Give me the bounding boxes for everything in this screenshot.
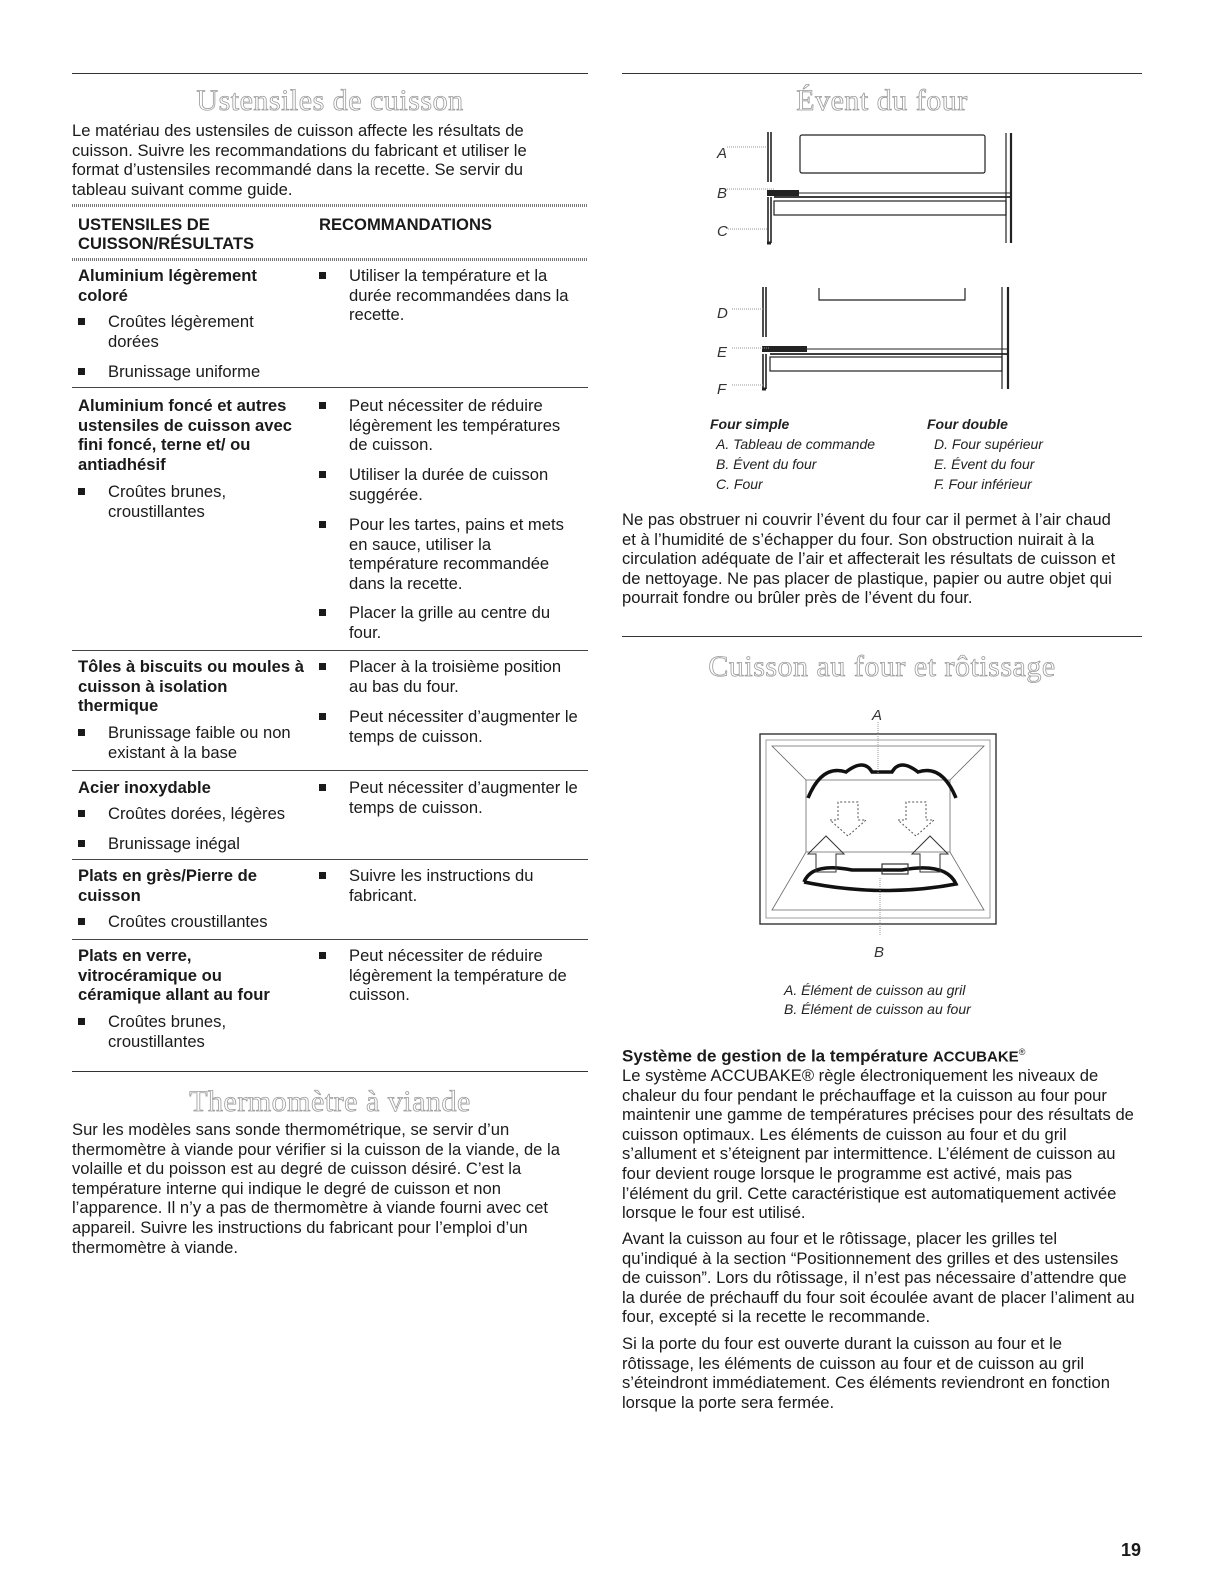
caption-double-title: Four double — [927, 416, 1008, 432]
thermometer-title: Thermomètre à viande — [189, 1085, 471, 1118]
vent-label-f: F — [717, 381, 727, 398]
result-item: Croûtes dorées, légères — [78, 804, 308, 824]
row-divider — [72, 939, 588, 940]
caption-single-a: A. Tableau de commande — [716, 436, 876, 452]
recommendation-item: Placer la grille au centre du four. — [319, 603, 579, 642]
result-item: Brunissage faible ou non existant à la base — [78, 723, 308, 762]
col2-header: RECOMMANDATIONS — [319, 215, 492, 234]
section-rule — [622, 636, 1142, 637]
row-divider — [72, 650, 588, 651]
caption-single-b: B. Évent du four — [716, 456, 817, 472]
vent-title: Évent du four — [796, 84, 968, 117]
row-divider — [72, 859, 588, 860]
row-divider — [72, 387, 588, 388]
result-item: Croûtes brunes, croustillantes — [78, 1012, 278, 1051]
single-oven-illustration — [727, 132, 1012, 243]
recommendation-item: Pour les tartes, pains et mets en sauce, utiliser la température recommandée dans la recette. — [319, 515, 579, 593]
vent-label-d: D — [717, 305, 728, 322]
recommendation-item: Peut nécessiter d’augmenter le temps de cuisson. — [319, 778, 579, 817]
recommendation-item: Utiliser la température et la durée recommandées dans la recette. — [319, 266, 569, 325]
result-item: Croûtes brunes, croustillantes — [78, 482, 278, 521]
oven-cavity-diagram — [742, 702, 1022, 962]
caption-bake-element: B. Élément de cuisson au four — [784, 1001, 971, 1017]
caption-double-d: D. Four supérieur — [934, 436, 1043, 452]
row-category: Plats en grès/Pierre de cuisson — [78, 866, 257, 905]
baking-label-b: B — [874, 944, 885, 961]
section-rule — [72, 73, 588, 74]
section-rule — [72, 1071, 588, 1072]
accubake-paragraph-3: Si la porte du four est ouverte durant la cuisson au four et le rôtissage, les éléments de cuisson au four et de cuisson au gril s’éteindront immédiatement. Ces éléments reviendront en fonction lorsque la porte sera fermée. — [622, 1334, 1110, 1412]
result-item: Croûtes légèrement dorées — [78, 312, 278, 351]
recommendation-item: Suivre les instructions du fabricant. — [319, 866, 579, 905]
row-category: Aluminium légèrement coloré — [78, 266, 257, 305]
vent-label-e: E — [717, 344, 728, 361]
result-item: Croûtes croustillantes — [78, 912, 308, 932]
row-category: Tôles à biscuits ou moules à cuisson à isolation thermique — [78, 657, 304, 716]
vent-label-b: B — [717, 185, 728, 202]
result-item: Brunissage uniforme — [78, 362, 308, 382]
row-category: Plats en verre, vitrocéramique ou céramique allant au four — [78, 946, 270, 1005]
vent-text: Ne pas obstruer ni couvrir l’évent du four car il permet à l’air chaud et à l’humidité de s’échapper du four. Son obstruction nuirait à la circulation adéquate de l’air et affecterait les résultats de cuisson et de nettoyage. Ne pas placer de plastique, papier ou autre objet qui pourrait fondre ou brûler près de l’évent du four. — [622, 510, 1116, 608]
row-category: Acier inoxydable — [78, 778, 211, 797]
caption-double-e: E. Évent du four — [934, 456, 1035, 472]
table-header-dotline — [72, 258, 588, 261]
result-item: Brunissage inégal — [78, 834, 308, 854]
vent-label-a: A — [717, 145, 728, 162]
page-number: 19 — [1120, 1540, 1141, 1560]
caption-broil-element: A. Élément de cuisson au gril — [784, 982, 966, 998]
recommendation-item: Peut nécessiter d’augmenter le temps de cuisson. — [319, 707, 579, 746]
baking-title: Cuisson au four et rôtissage — [708, 650, 1056, 683]
col1-header: USTENSILES DE CUISSON/RÉSULTATS — [78, 215, 255, 253]
accubake-paragraph-1: Le système ACCUBAKE® règle électroniquement les niveaux de chaleur du four pendant le préchauffage et la cuisson au four pour maintenir une gamme de températures précises pour des résultats de cuisson optimaux. Les éléments de cuisson au four et du gril s’allument et s’éteignent par intermittence. L’élément de cuisson au four devient rouge lorsque le programme est activé, mais pas l’élément du gril. Cette caractéristique est automatiquement activée lorsque le four est utilisé. — [622, 1066, 1134, 1223]
cookware-title: Ustensiles de cuisson — [196, 84, 464, 117]
accubake-paragraph-2: Avant la cuisson au four et le rôtissage, placer les grilles tel qu’indiqué à la section “Positionnement des grilles et des ustensiles de cuisson”. Lors du rôtissage, il n’est pas nécessaire d’attendre que la durée de préchauff du four soit écoulée avant de placer l’aliment au four, excepté si la recette le recommande. — [622, 1229, 1135, 1327]
recommendation-item: Utiliser la durée de cuisson suggérée. — [319, 465, 579, 504]
section-rule — [622, 73, 1142, 74]
vent-label-c: C — [717, 223, 728, 240]
table-top-dotline — [72, 204, 588, 207]
cookware-intro: Le matériau des ustensiles de cuisson affecte les résultats de cuisson. Suivre les recommandations du fabricant et utiliser le format d’ustensiles recommandé dans la recette. Se servir du tableau suivant comme guide. — [72, 121, 527, 199]
recommendation-item: Placer à la troisième position au bas du four. — [319, 657, 579, 696]
double-oven-illustration — [732, 287, 1008, 389]
row-category: Aluminium foncé et autres ustensiles de cuisson avec fini foncé, terne et/ ou antiadhésif — [78, 396, 292, 474]
oven-cavity-illustration — [760, 722, 996, 936]
accubake-heading: Système de gestion de la température ACCUBAKE® — [622, 1046, 1026, 1066]
oven-vent-diagram — [622, 125, 1142, 410]
recommendation-item: Peut nécessiter de réduire légèrement la température de cuisson. — [319, 946, 579, 1005]
recommendation-item: Peut nécessiter de réduire légèrement les températures de cuisson. — [319, 396, 579, 455]
thermometer-text: Sur les modèles sans sonde thermométrique, se servir d’un thermomètre à viande pour vérifier si la cuisson de la viande, de la volaille et du poisson est au degré de cuisson désiré. C’est la température interne qui indique le degré de cuisson et non l’apparence. Il n’y a pas de thermomètre à viande fourni avec cet appareil. Suivre les instructions du fabricant pour l’emploi d’un thermomètre à viande. — [72, 1120, 560, 1257]
caption-single-c: C. Four — [716, 476, 763, 492]
caption-double-f: F. Four inférieur — [934, 476, 1032, 492]
baking-label-a: A — [872, 707, 883, 724]
caption-single-title: Four simple — [710, 416, 790, 432]
row-divider — [72, 770, 588, 771]
